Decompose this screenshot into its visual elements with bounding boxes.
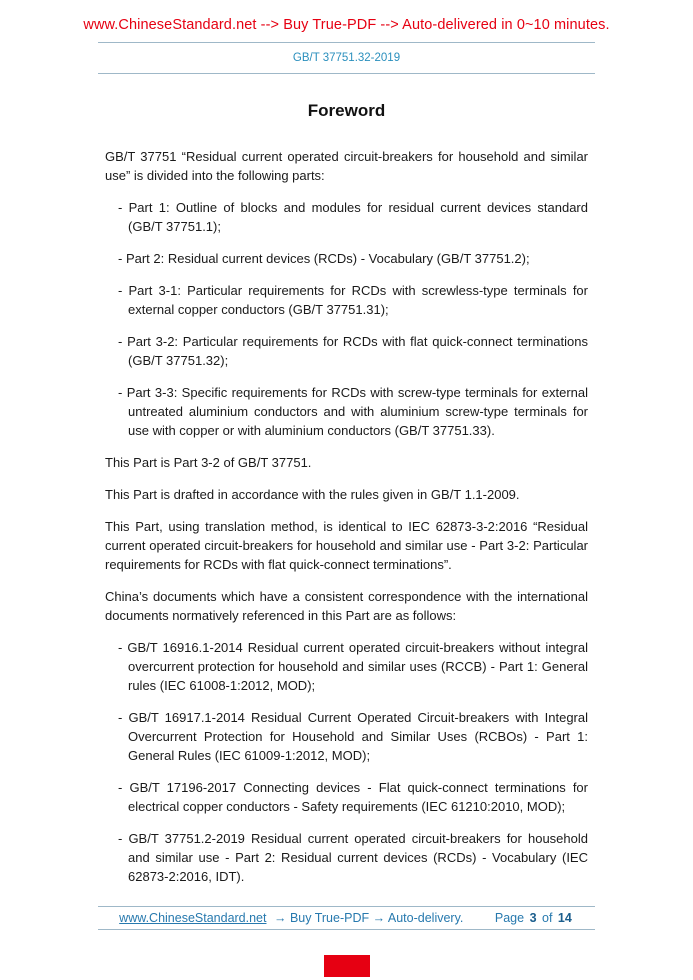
footer-divider-bottom (98, 929, 595, 930)
red-logo-box (324, 955, 370, 977)
list-item: - GB/T 16917.1-2014 Residual Current Operated Circuit-breakers with Integral Overcurrent Protection for Household and Similar Uses (RCBOs) - Part 1: General Rules (IEC 61009-1:2012, MOD); (118, 710, 588, 763)
header-divider-top (98, 42, 595, 43)
paragraph: This Part is Part 3-2 of GB/T 37751. (105, 455, 312, 470)
list-item: - GB/T 16916.1-2014 Residual current operated circuit-breakers without integral overcurrent protection for household and similar uses (RCCB) - Part 1: General rules (IEC 61008-1:2012, MOD); (118, 640, 588, 693)
paragraph: This Part is drafted in accordance with the rules given in GB/T 1.1-2009. (105, 487, 520, 502)
footer-site-link[interactable]: www.ChineseStandard.net (119, 911, 267, 925)
list-item: - Part 3-1: Particular requirements for RCDs with screwless-type terminals for external copper conductors (GB/T 37751.31); (118, 283, 588, 317)
list-item: - Part 1: Outline of blocks and modules for residual current devices standard (GB/T 37751.1); (118, 200, 588, 234)
paragraph: GB/T 37751 “Residual current operated circuit-breakers for household and similar use” is divided into the following parts: (105, 149, 588, 183)
doc-number: GB/T 37751.32-2019 (292, 52, 401, 64)
paragraph: This Part, using translation method, is identical to IEC 62873-3-2:2016 “Residual current operated circuit-breakers for household and similar use - Part 3-2: Particular requirements for RCDs with flat quick-connect terminations”. (105, 519, 588, 572)
promo-banner: www.ChineseStandard.net --> Buy True-PDF --> Auto-delivered in 0~10 minutes. (83, 17, 610, 33)
page-current: 3 (529, 911, 537, 925)
footer-line (0, 911, 693, 925)
list-item: - GB/T 17196-2017 Connecting devices - Flat quick-connect terminations for electrical copper conductors - Safety requirements (IEC 61210:2010, MOD); (118, 780, 588, 814)
paragraph: China’s documents which have a consistent correspondence with the international documents normatively referenced in this Part are as follows: (105, 589, 588, 623)
list-item: - Part 3-2: Particular requirements for RCDs with flat quick-connect terminations (GB/T 37751.32); (118, 334, 588, 368)
list-item: - GB/T 37751.2-2019 Residual current operated circuit-breakers for household and similar use - Part 2: Residual current devices (RCDs) - Vocabulary (IEC 62873-2:2016, IDT). (118, 831, 588, 884)
footer-divider-top (98, 906, 595, 907)
page-footer (0, 906, 693, 930)
page-title: Foreword (307, 101, 386, 120)
of-label: of (542, 911, 553, 925)
page-total: 14 (557, 911, 572, 925)
document-body (105, 147, 588, 886)
list-item: - Part 3-3: Specific requirements for RCDs with screw-type terminals for external untreated aluminium conductors and with aluminium screw-type terminals for use with copper or with aluminium conductors (GB/T 37751.33). (118, 385, 588, 438)
footer-promo-text: → Buy True-PDF → Auto-delivery. (273, 911, 464, 925)
list-item: - Part 2: Residual current devices (RCDs) - Vocabulary (GB/T 37751.2); (118, 251, 530, 266)
page-indicator (495, 911, 574, 925)
header-divider-bottom (98, 73, 595, 74)
page-label: Page (494, 911, 525, 925)
